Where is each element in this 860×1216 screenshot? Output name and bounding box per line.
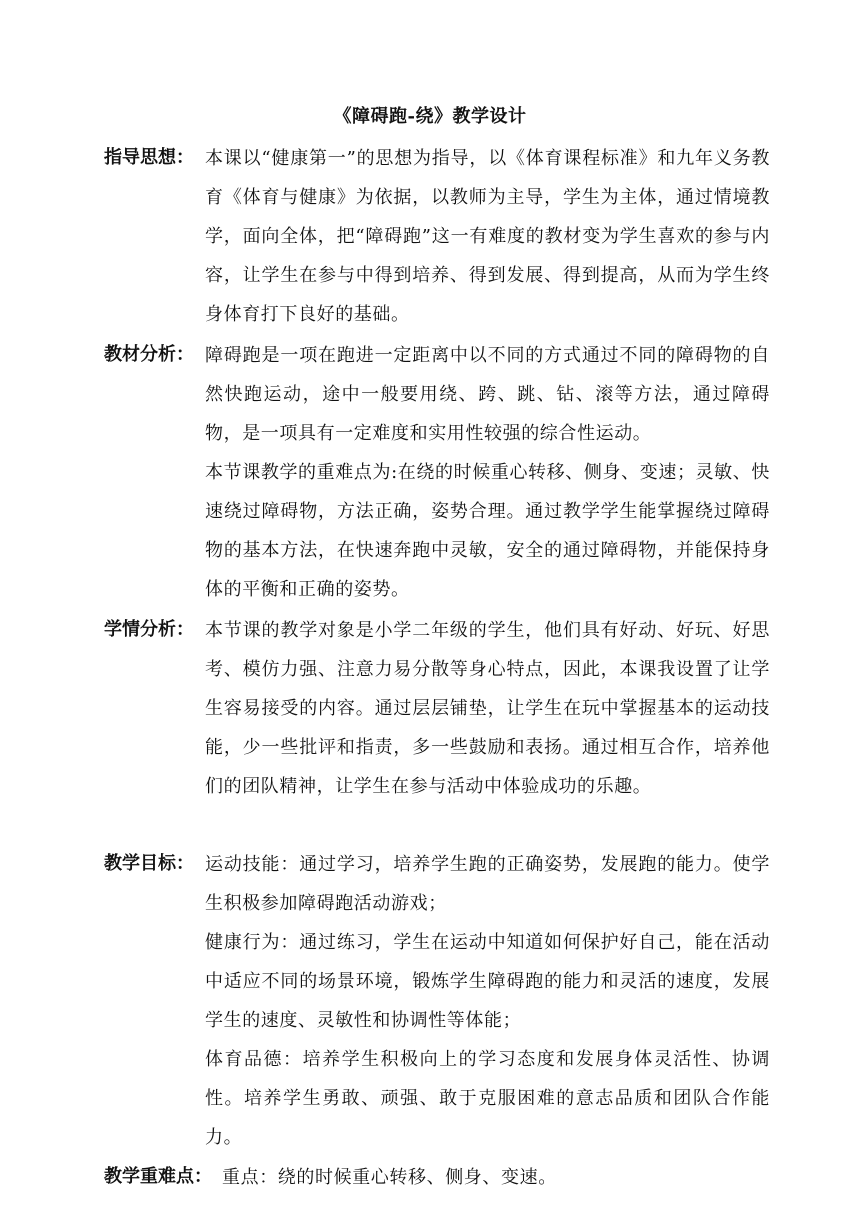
section-body [205, 611, 770, 806]
paragraph: 本节课的教学对象是小学二年级的学生，他们具有好动、好玩、好思考、模仿力强、注意力易分散等身心特点，因此，本课我设置了让学生容易接受的内容。通过层层铺垫，让学生在玩中掌握基本的运动技能，少一些批评和指责，多一些鼓励和表扬。通过相互合作，培养他们的团队精神，让学生在参与活动中体验成功的乐趣。 [205, 620, 770, 797]
section-body [205, 845, 770, 1157]
section-label: 指导思想： [104, 147, 194, 168]
section-label: 教学重难点： [104, 1166, 212, 1187]
section-body [205, 336, 770, 609]
section-label: 学情分析： [104, 619, 194, 640]
section-body [222, 1158, 787, 1197]
paragraph: 重点：绕的时候重心转移、侧身、变速。 [222, 1167, 557, 1188]
section-body [205, 139, 770, 334]
paragraph: 运动技能：通过学习，培养学生跑的正确姿势，发展跑的能力。使学生积极参加障碍跑活动游戏； [205, 854, 770, 914]
paragraph: 健康行为：通过练习，学生在运动中知道如何保护好自己，能在活动中适应不同的场景环境，锻炼学生障碍跑的能力和灵活的速度，发展学生的速度、灵敏性和协调性等体能； [205, 932, 770, 1031]
section-label: 教材分析： [104, 344, 194, 365]
paragraph: 本课以“健康第一”的思想为指导，以《体育课程标准》和九年义务教育《体育与健康》为依据，以教师为主导，学生为主体，通过情境教学，面向全体，把“障碍跑”这一有难度的教材变为学生喜欢的参与内容，让学生在参与中得到培养、得到发展、得到提高，从而为学生终身体育打下良好的基础。 [205, 148, 770, 325]
document-title: 《障碍跑-绕》教学设计 [333, 106, 527, 127]
section-label: 教学目标： [104, 853, 194, 874]
paragraph: 障碍跑是一项在跑进一定距离中以不同的方式通过不同的障碍物的自然快跑运动，途中一般要用绕、跨、跳、钻、滚等方法，通过障碍物，是一项具有一定难度和实用性较强的综合性运动。 [205, 345, 770, 444]
paragraph: 体育品德：培养学生积极向上的学习态度和发展身体灵活性、协调性。培养学生勇敢、顽强、敢于克服困难的意志品质和团队合作能力。 [205, 1049, 770, 1148]
paragraph: 本节课教学的重难点为:在绕的时候重心转移、侧身、变速；灵敏、快速绕过障碍物，方法正确，姿势合理。通过教学学生能掌握绕过障碍物的基本方法，在快速奔跑中灵敏，安全的通过障碍物，并能保持身体的平衡和正确的姿势。 [205, 462, 770, 600]
